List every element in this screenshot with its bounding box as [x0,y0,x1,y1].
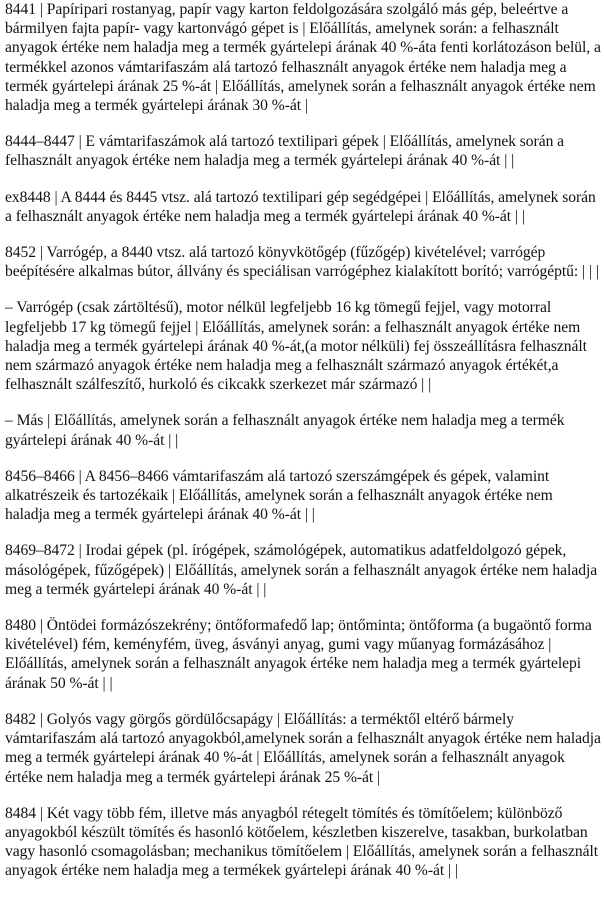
paragraph-8469-8472: 8469–8472 | Irodai gépek (pl. írógépek, számológépek, automatikus adatfeldolgozó gépek, másológépek, fűzőgépek) | Előállítás, amelynek során a felhasznált anyagok értéke nem haladja meg a termék gyártelepi árának 40 %-át | | [5,542,598,598]
paragraph-8482: 8482 | Golyós vagy görgős gördülőcsapágy | Előállítás: a terméktől eltérő bármely vámtarifaszám alá tartozó anyagokból,amelynek során a felhasznált anyagok értéke nem haladja meg a termék gyártelepi árának 40 %-át | Előállítás, amelynek során a felhasznált anyagok értéke nem haladja meg a termék gyártelepi árának 25 %-át | [5,710,601,786]
paragraph-8484: 8484 | Két vagy több fém, illetve más anyagból rétegelt tömítés és tömítőelem; különböző anyagokból készült tömítés és hasonló kötőelem, készletben kiszerelve, tasakban, burkolatban vagy hasonló csomagolásban; mechanikus tömítőelem | Előállítás, amelynek során a felhasznált anyagok értéke nem haladja meg a termékek gyártelepi árának 40 %-át | | [5,804,599,880]
paragraph-8444-8447: 8444–8447 | E vámtarifaszámok alá tartozó textilipari gépek | Előállítás, amelynek során a felhasznált anyagok értéke nem haladja meg a termék gyártelepi árának 40 %-át | | [5,133,565,170]
paragraph-8452-sewing-machine: – Varrógép (csak zártöltésű), motor nélkül legfeljebb 16 kg tömegű fejjel, vagy motorral legfeljebb 17 kg tömegű fejjel | Előállítás, amelynek során: a felhasznált anyagok értéke nem haladja meg a termék gyártelepi árának 40 %-át,(a motor nélküli) fej összeállításra felhasznált nem származó anyagok értéke nem haladja meg a felhasznált származó anyagok értékét,a felhasznált szálfeszítő, hurkoló és cikcakk szerkezet már származó | | [5,299,587,394]
paragraph-8456-8466: 8456–8466 | A 8456–8466 vámtarifaszám alá tartozó szerszámgépek és gépek, valamint alkatrészeik és tartozékaik | Előállítás, amelynek során a felhasznált anyagok értéke nem haladja meg a termék gyártelepi árának 40 %-át | | [5,467,553,524]
paragraph-8452: 8452 | Varrógép, a 8440 vtsz. alá tartozó könyvkötőgép (fűzőgép) kivételével; varrógép beépítésére alkalmas bútor, állvány és speciálisan varrógéphez kialakított borító; varrógéptű: | | | [5,244,599,281]
paragraph-ex8448: ex8448 | A 8444 és 8445 vtsz. alá tartozó textilipari gép segédgépei | Előállítás, amelynek során a felhasznált anyagok értéke nem haladja meg a termék gyártelepi árának 40 %-át | | [5,188,596,225]
paragraph-8452-other: – Más | Előállítás, amelynek során a felhasznált anyagok értéke nem haladja meg a termék gyártelepi árának 40 %-át | | [5,412,565,449]
document-page [5,0,601,897]
paragraph-8480: 8480 | Öntödei formázószekrény; öntőformafedő lap; öntőminta; öntőforma (a bugaöntő forma kivételével) fém, keményfém, üveg, ásványi anyag, gumi vagy műanyag formázásához | Előállítás, amelynek során a felhasznált anyagok értéke nem haladja meg a termék gyártelepi árának 50 %-át | | [5,617,592,692]
paragraph-8441: 8441 | Papíripari rostanyag, papír vagy karton feldolgozására szolgáló más gép, beleértve a bármilyen fajta papír- vagy kartonvágó gépet is | Előállítás, amelynek során: a felhasznált anyagok értéke nem haladja meg a termék gyártelepi árának 40 %-áta fenti korlátozáson belül, a termékkel azonos vámtarifaszám alá tartozó felhasznált anyagok értéke nem haladja meg a termék gyártelepi árának 25 %-át | Előállítás, amelynek során a felhasznált anyagok értéke nem haladja meg a termék gyártelepi árának 30 %-át | [5,1,601,115]
